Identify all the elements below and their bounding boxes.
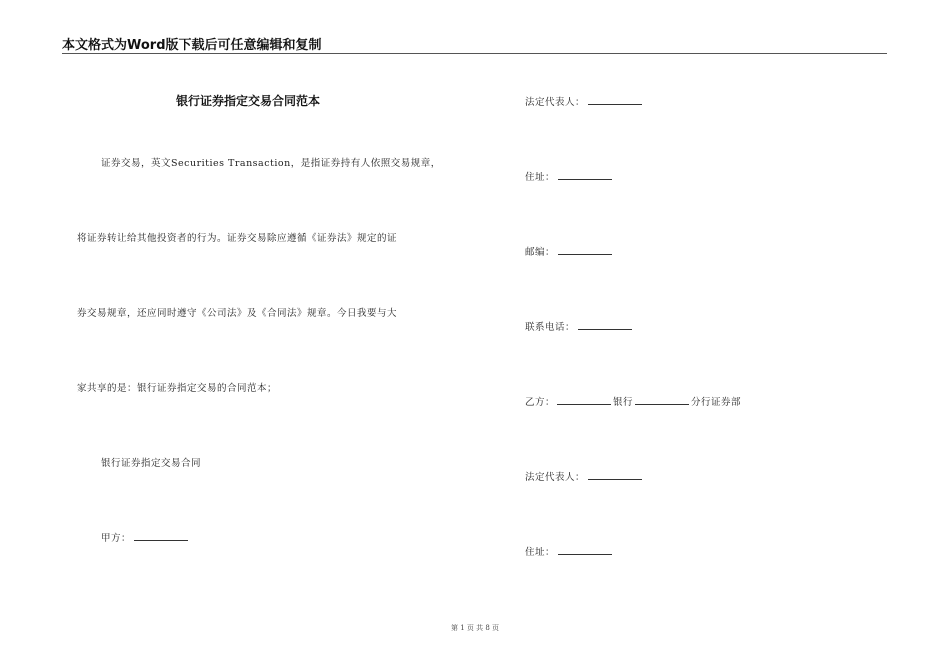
paragraph-line-4: 家共享的是：银行证券指定交易的合同范本； [77,383,278,394]
postcode-blank [558,245,612,255]
page-footer: 第 1 页 共 8 页 [450,624,500,632]
address-1-label: 住址： [525,172,556,183]
paragraph-line-1: 证券交易，英文Securities Transaction，是指证券持有人依照交易规章， [101,158,441,169]
legal-rep-2-label: 法定代表人： [525,472,586,483]
postcode-field [525,244,612,258]
party-b-prefix: 乙方： [525,397,556,408]
address-1-blank [558,170,612,180]
legal-rep-1-label: 法定代表人： [525,97,586,108]
document-title: 银行证券指定交易合同范本 [176,94,321,108]
party-b-field [525,394,741,408]
phone-label: 联系电话： [525,322,576,333]
phone-field [525,319,632,333]
phone-blank [578,320,632,330]
party-a-label: 甲方： [101,533,132,544]
legal-rep-2-field [525,469,642,483]
address-2-label: 住址： [525,547,556,558]
contract-subtitle: 银行证券指定交易合同 [101,458,202,469]
paragraph-line-2: 将证券转让给其他投资者的行为。证券交易除应遵循《证券法》规定的证 [77,233,398,244]
legal-rep-1-field [525,94,642,108]
party-b-suffix: 分行证券部 [691,397,742,408]
legal-rep-2-blank [588,470,642,480]
legal-rep-1-blank [588,95,642,105]
address-2-blank [558,545,612,555]
header-text: 本文格式为Word版下载后可任意编辑和复制 [62,38,322,53]
address-2-field [525,544,612,558]
party-a-field [101,530,188,544]
postcode-label: 邮编： [525,247,556,258]
page-header [62,30,887,54]
paragraph-line-3: 券交易规章，还应同时遵守《公司法》及《合同法》规章。今日我要与大 [77,308,398,319]
party-b-blank-2 [635,395,689,405]
address-1-field [525,169,612,183]
party-b-bank: 银行 [613,397,634,408]
party-a-blank [134,531,188,541]
party-b-blank-1 [557,395,611,405]
